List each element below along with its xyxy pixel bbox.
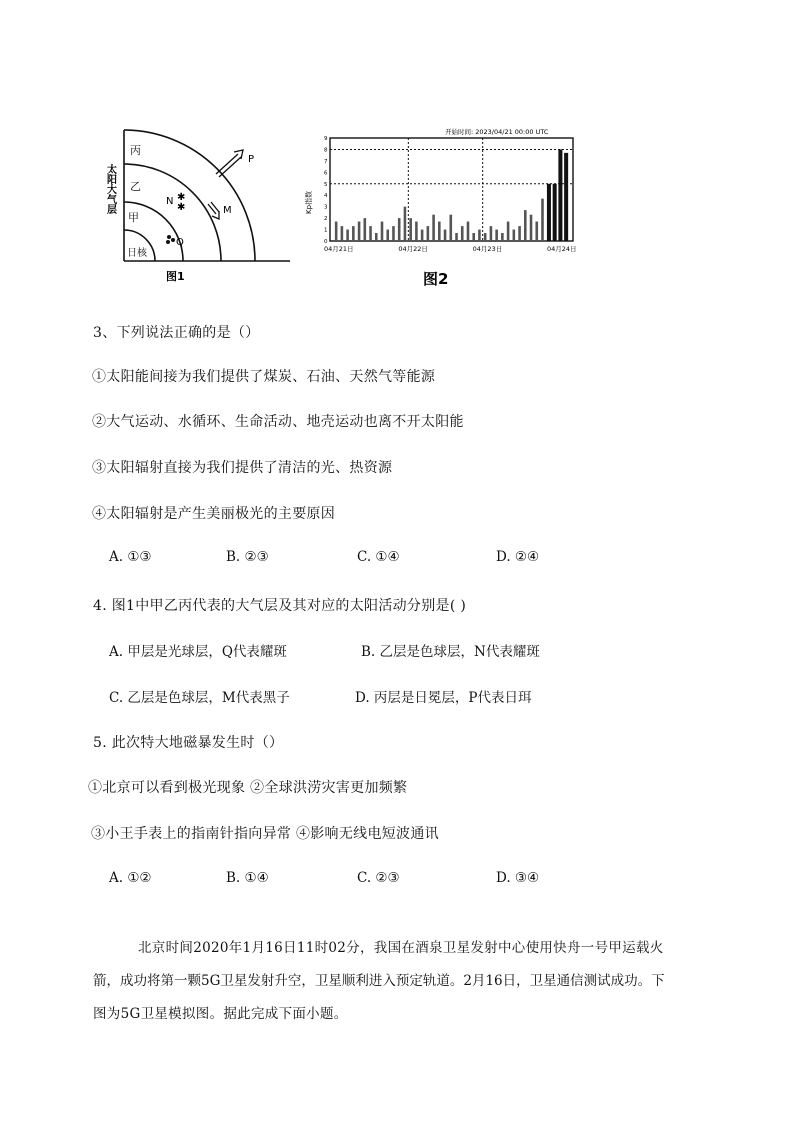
y-tick-label: 5 [324, 181, 328, 188]
y-tick-label: 9 [324, 136, 328, 142]
kp-bar [392, 226, 395, 241]
y-axis-label: Kp指数 [305, 190, 313, 214]
kp-bar [495, 230, 498, 241]
flare-star-icon: ✱ [177, 192, 186, 203]
kp-bar [501, 233, 504, 241]
kp-bar [398, 218, 401, 241]
kp-bar [352, 226, 355, 241]
layer-label-core: 日核 [127, 248, 147, 259]
y-tick-label: 7 [324, 158, 328, 165]
kp-bar [404, 207, 407, 241]
kp-bar [346, 230, 349, 241]
kp-bar [438, 222, 441, 241]
sunspot-dots-icon [166, 235, 175, 244]
q5-option-d[interactable]: D. ③④ [496, 870, 540, 886]
y-tick-label: 8 [324, 147, 328, 154]
q4-option-b[interactable]: B. 乙层是色球层，N代表耀斑 [361, 644, 540, 660]
figure-2-kp-index-chart [305, 124, 590, 289]
kp-bar [455, 233, 458, 241]
kp-bar [444, 230, 447, 241]
marker-n: N [166, 196, 174, 207]
passage-line-2: 箭，成功将第一颗5G卫星发射升空，卫星顺利进入预定轨道。2月16日，卫星通信测试成功。下 [93, 973, 665, 989]
kp-bar [513, 230, 516, 241]
y-tick-label: 3 [324, 204, 328, 211]
marker-m: M [223, 205, 232, 216]
side-label: 太阳大气层 [104, 164, 116, 214]
passage-line-1: 北京时间2020年1月16日11时02分，我国在酒泉卫星发射中心使用快舟一号甲运载火 [138, 940, 664, 956]
x-tick-label: 04月21日 [324, 245, 354, 253]
kp-bar [472, 233, 475, 241]
kp-bar [409, 218, 412, 241]
kp-bar [375, 233, 378, 241]
q3-option-d[interactable]: D. ②④ [496, 549, 540, 565]
kp-bar [427, 226, 430, 241]
kp-bar [484, 233, 487, 241]
kp-bar [415, 222, 418, 241]
kp-bar [386, 230, 389, 241]
kp-bar [467, 222, 470, 241]
figure-1-sun-layers-diagram [104, 124, 300, 284]
kp-bar [524, 210, 527, 241]
q3-statement-1: ①太阳能间接为我们提供了煤炭、石油、天然气等能源 [92, 369, 436, 385]
kp-bar [535, 222, 538, 241]
q3-statement-3: ③太阳辐射直接为我们提供了清洁的光、热资源 [92, 460, 393, 476]
kp-bar [432, 215, 435, 241]
q4-option-d[interactable]: D. 丙层是日冕层，P代表日珥 [355, 690, 532, 706]
q5-statements-line-1: ①北京可以看到极光现象 ②全球洪涝灾害更加频繁 [88, 780, 408, 796]
q5-option-a[interactable]: A. ①② [109, 870, 152, 886]
chart-header: 开始时间: 2023/04/21 00:00 UTC [445, 128, 549, 136]
kp-bar [507, 222, 510, 241]
kp-bar [341, 226, 344, 241]
x-tick-label: 04月24日 [547, 245, 577, 253]
kp-bar [335, 222, 338, 241]
y-tick-label: 1 [324, 227, 328, 234]
y-tick-label: 4 [324, 193, 328, 200]
kp-bar [564, 153, 568, 241]
kp-bar [449, 215, 452, 241]
kp-bar [541, 199, 544, 241]
kp-bar [358, 222, 361, 241]
figure-1-caption: 图1 [166, 270, 185, 283]
x-tick-label: 04月23日 [472, 245, 503, 253]
y-tick-label: 2 [324, 216, 328, 223]
q4-option-c[interactable]: C. 乙层是色球层，M代表黑子 [109, 690, 290, 706]
passage-line-3: 图为5G卫星模拟图。据此完成下面小题。 [93, 1006, 348, 1022]
kp-bar [461, 226, 464, 241]
y-tick-label: 0 [324, 239, 328, 245]
q3-stem: 3、下列说法正确的是（） [93, 325, 260, 341]
q3-statement-2: ②大气运动、水循环、生命活动、地壳运动也离不开太阳能 [92, 414, 464, 430]
flare-star-icon-2: ✱ [177, 202, 186, 213]
q3-statement-4: ④太阳辐射是产生美丽极光的主要原因 [92, 506, 336, 522]
kp-bar [558, 149, 562, 241]
q3-option-b[interactable]: B. ②③ [226, 549, 269, 565]
q5-option-c[interactable]: C. ②③ [357, 870, 400, 886]
q4-stem: 4. 图1中甲乙丙代表的大气层及其对应的太阳活动分别是( ) [93, 598, 467, 614]
kp-bar [490, 226, 493, 241]
kp-bar [518, 226, 521, 241]
kp-bar [369, 226, 372, 241]
kp-bar [553, 184, 557, 241]
kp-bar [364, 218, 367, 241]
kp-bar [381, 222, 384, 241]
kp-bar [547, 184, 551, 241]
marker-p: P [248, 154, 255, 165]
q3-option-a[interactable]: A. ①③ [109, 549, 152, 565]
kp-bar [478, 230, 481, 241]
q5-stem: 5. 此次特大地磁暴发生时（） [93, 735, 284, 751]
layer-label-bing: 丙 [130, 144, 141, 157]
x-tick-label: 04月22日 [398, 245, 428, 253]
layer-label-yi: 乙 [130, 180, 141, 193]
kp-bar [421, 230, 424, 241]
layer-label-jia: 甲 [128, 211, 139, 224]
kp-bar [530, 215, 533, 241]
q5-statements-line-2: ③小王手表上的指南针指向异常 ④影响无线电短波通讯 [91, 826, 439, 842]
figure-2-caption: 图2 [423, 270, 449, 288]
q4-option-a[interactable]: A. 甲层是光球层，Q代表耀斑 [109, 644, 287, 660]
y-tick-label: 6 [324, 170, 328, 177]
q5-option-b[interactable]: B. ①④ [226, 870, 269, 886]
q3-option-c[interactable]: C. ①④ [357, 549, 400, 565]
marker-q: Q [176, 237, 184, 248]
